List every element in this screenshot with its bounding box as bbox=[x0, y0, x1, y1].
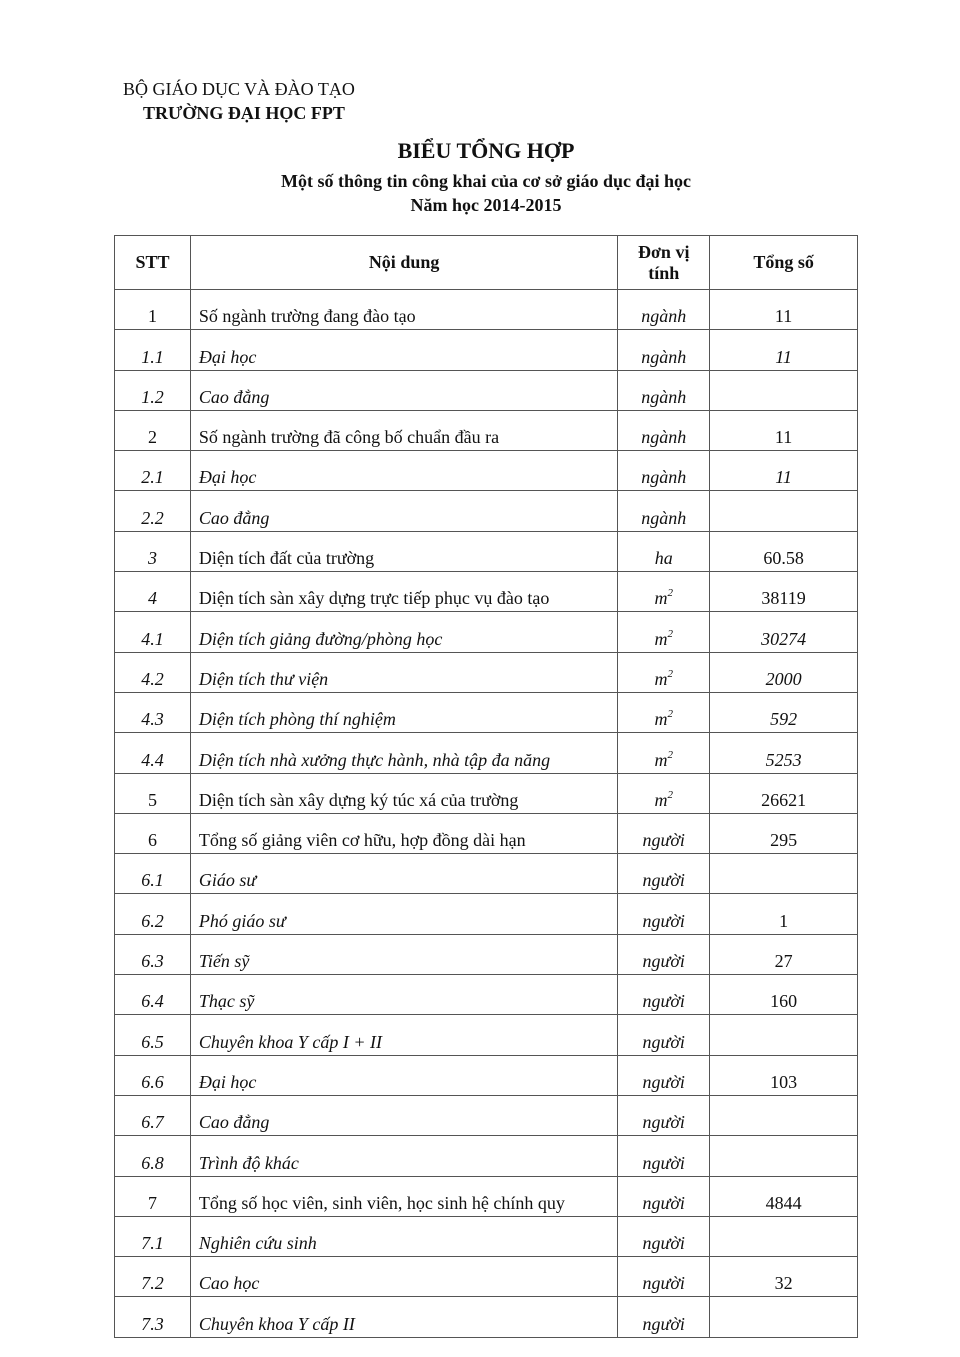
unit-text: ngành bbox=[641, 306, 687, 327]
row-total: 1 bbox=[710, 894, 858, 934]
row-stt: 6 bbox=[115, 813, 191, 853]
table-body bbox=[115, 290, 858, 1338]
unit-superscript: 2 bbox=[667, 748, 673, 761]
row-content: Tổng số giảng viên cơ hữu, hợp đồng dài hạn bbox=[190, 813, 617, 853]
row-content: Diện tích sàn xây dựng trực tiếp phục vụ đào tạo bbox=[190, 572, 617, 612]
row-unit bbox=[618, 934, 710, 974]
row-stt: 4.3 bbox=[115, 692, 191, 732]
row-total: 4844 bbox=[710, 1176, 858, 1216]
table-row bbox=[115, 491, 858, 531]
unit-text: người bbox=[642, 1313, 685, 1334]
row-unit bbox=[618, 1095, 710, 1135]
unit-superscript: 2 bbox=[667, 667, 673, 680]
unit-text: người bbox=[642, 1031, 685, 1052]
table-header-row bbox=[115, 236, 858, 290]
unit-text: m bbox=[654, 628, 668, 649]
row-total: 295 bbox=[710, 813, 858, 853]
row-total bbox=[710, 1095, 858, 1135]
unit-text: người bbox=[642, 1233, 685, 1254]
row-total: 11 bbox=[710, 410, 858, 450]
row-stt: 2.2 bbox=[115, 491, 191, 531]
unit-text: người bbox=[642, 1071, 685, 1092]
row-stt: 6.8 bbox=[115, 1136, 191, 1176]
unit-text: m bbox=[654, 749, 668, 770]
row-unit bbox=[618, 813, 710, 853]
row-content: Số ngành trường đã công bố chuẩn đầu ra bbox=[190, 410, 617, 450]
row-total bbox=[710, 1136, 858, 1176]
row-total bbox=[710, 1015, 858, 1055]
table-row bbox=[115, 1297, 858, 1337]
unit-text: người bbox=[642, 870, 685, 891]
unit-header-line1: Đơn vị bbox=[637, 241, 690, 262]
school-name: TRƯỜNG ĐẠI HỌC FPT bbox=[143, 103, 345, 123]
row-content: Diện tích nhà xưởng thực hành, nhà tập đa năng bbox=[190, 733, 617, 773]
row-unit bbox=[618, 330, 710, 370]
document-subtitle: Một số thông tin công khai của cơ sở giáo dục đại học bbox=[281, 171, 691, 191]
table-row bbox=[115, 1136, 858, 1176]
row-content: Cao học bbox=[190, 1257, 617, 1297]
row-stt: 6.1 bbox=[115, 854, 191, 894]
row-content: Cao đẳng bbox=[190, 491, 617, 531]
row-stt: 6.4 bbox=[115, 975, 191, 1015]
table-row bbox=[115, 1216, 858, 1256]
row-total bbox=[710, 854, 858, 894]
row-total bbox=[710, 370, 858, 410]
row-total: 26621 bbox=[710, 773, 858, 813]
row-content: Cao đẳng bbox=[190, 1095, 617, 1135]
row-stt: 6.6 bbox=[115, 1055, 191, 1095]
row-total: 11 bbox=[710, 290, 858, 330]
row-content: Đại học bbox=[190, 451, 617, 491]
row-content: Số ngành trường đang đào tạo bbox=[190, 290, 617, 330]
row-unit bbox=[618, 1297, 710, 1337]
row-total: 11 bbox=[710, 451, 858, 491]
table-row bbox=[115, 572, 858, 612]
table-row bbox=[115, 975, 858, 1015]
row-content: Diện tích sàn xây dựng ký túc xá của trường bbox=[190, 773, 617, 813]
row-content: Thạc sỹ bbox=[190, 975, 617, 1015]
unit-text: người bbox=[642, 1273, 685, 1294]
summary-table bbox=[114, 235, 858, 1338]
row-stt: 6.5 bbox=[115, 1015, 191, 1055]
row-content: Chuyên khoa Y cấp II bbox=[190, 1297, 617, 1337]
table-row bbox=[115, 773, 858, 813]
row-unit bbox=[618, 491, 710, 531]
table-row bbox=[115, 1095, 858, 1135]
academic-year: Năm học 2014-2015 bbox=[410, 195, 562, 215]
row-stt: 6.3 bbox=[115, 934, 191, 974]
unit-text: ngành bbox=[641, 427, 687, 448]
row-unit bbox=[618, 773, 710, 813]
row-stt: 2.1 bbox=[115, 451, 191, 491]
row-content: Diện tích đất của trường bbox=[190, 531, 617, 571]
table-row bbox=[115, 290, 858, 330]
row-total bbox=[710, 491, 858, 531]
unit-superscript: 2 bbox=[667, 788, 673, 801]
row-content: Diện tích giảng đường/phòng học bbox=[190, 612, 617, 652]
row-stt: 1.2 bbox=[115, 370, 191, 410]
row-unit bbox=[618, 451, 710, 491]
row-stt: 7.2 bbox=[115, 1257, 191, 1297]
row-content: Diện tích phòng thí nghiệm bbox=[190, 692, 617, 732]
row-total: 160 bbox=[710, 975, 858, 1015]
row-unit bbox=[618, 894, 710, 934]
row-total: 2000 bbox=[710, 652, 858, 692]
unit-text: ha bbox=[654, 548, 673, 569]
table-row bbox=[115, 612, 858, 652]
table-row bbox=[115, 813, 858, 853]
row-stt: 5 bbox=[115, 773, 191, 813]
unit-text: người bbox=[642, 951, 685, 972]
column-header-content: Nội dung bbox=[190, 236, 617, 290]
row-unit bbox=[618, 531, 710, 571]
row-total bbox=[710, 1297, 858, 1337]
unit-superscript: 2 bbox=[667, 587, 673, 600]
table-row bbox=[115, 692, 858, 732]
unit-superscript: 2 bbox=[667, 708, 673, 721]
unit-text: người bbox=[642, 1112, 685, 1133]
table-row bbox=[115, 1257, 858, 1297]
row-content: Cao đẳng bbox=[190, 370, 617, 410]
table-row bbox=[115, 451, 858, 491]
row-unit bbox=[618, 1216, 710, 1256]
table-row bbox=[115, 733, 858, 773]
unit-text: người bbox=[642, 830, 685, 851]
row-total: 5253 bbox=[710, 733, 858, 773]
row-stt: 4.1 bbox=[115, 612, 191, 652]
table-row bbox=[115, 1055, 858, 1095]
unit-text: người bbox=[642, 910, 685, 931]
row-content: Nghiên cứu sinh bbox=[190, 1216, 617, 1256]
table-row bbox=[115, 854, 858, 894]
row-stt: 6.2 bbox=[115, 894, 191, 934]
document-title: BIỂU TỔNG HỢP bbox=[397, 138, 575, 163]
unit-header-line2: tính bbox=[648, 262, 680, 283]
row-content: Giáo sư bbox=[190, 854, 617, 894]
row-total: 592 bbox=[710, 692, 858, 732]
column-header-stt: STT bbox=[115, 236, 191, 290]
row-content: Tổng số học viên, sinh viên, học sinh hệ chính quy bbox=[190, 1176, 617, 1216]
row-stt: 4 bbox=[115, 572, 191, 612]
row-unit bbox=[618, 370, 710, 410]
row-total bbox=[710, 1216, 858, 1256]
row-content: Chuyên khoa Y cấp I + II bbox=[190, 1015, 617, 1055]
row-content: Diện tích thư viện bbox=[190, 652, 617, 692]
row-total: 27 bbox=[710, 934, 858, 974]
row-unit bbox=[618, 1176, 710, 1216]
row-stt: 7 bbox=[115, 1176, 191, 1216]
row-unit bbox=[618, 1136, 710, 1176]
table-row bbox=[115, 330, 858, 370]
table-row bbox=[115, 652, 858, 692]
row-total: 30274 bbox=[710, 612, 858, 652]
row-stt: 4.4 bbox=[115, 733, 191, 773]
row-unit bbox=[618, 733, 710, 773]
row-stt: 1 bbox=[115, 290, 191, 330]
row-unit bbox=[618, 1257, 710, 1297]
row-unit bbox=[618, 572, 710, 612]
column-header-total: Tổng số bbox=[710, 236, 858, 290]
row-total: 38119 bbox=[710, 572, 858, 612]
unit-text: người bbox=[642, 1152, 685, 1173]
row-content: Đại học bbox=[190, 330, 617, 370]
table-row bbox=[115, 1176, 858, 1216]
table-row bbox=[115, 410, 858, 450]
row-unit bbox=[618, 1015, 710, 1055]
row-stt: 4.2 bbox=[115, 652, 191, 692]
row-unit bbox=[618, 410, 710, 450]
row-stt: 6.7 bbox=[115, 1095, 191, 1135]
row-unit bbox=[618, 652, 710, 692]
unit-text: m bbox=[654, 789, 668, 810]
ministry-name: BỘ GIÁO DỤC VÀ ĐÀO TẠO bbox=[123, 79, 355, 99]
row-unit bbox=[618, 290, 710, 330]
unit-text: ngành bbox=[641, 467, 687, 488]
unit-text: ngành bbox=[641, 386, 687, 407]
unit-text: người bbox=[642, 991, 685, 1012]
row-unit bbox=[618, 692, 710, 732]
unit-text: người bbox=[642, 1192, 685, 1213]
row-stt: 7.1 bbox=[115, 1216, 191, 1256]
row-unit bbox=[618, 975, 710, 1015]
row-total: 103 bbox=[710, 1055, 858, 1095]
row-unit bbox=[618, 1055, 710, 1095]
table-row bbox=[115, 1015, 858, 1055]
unit-superscript: 2 bbox=[667, 627, 673, 640]
table-row bbox=[115, 370, 858, 410]
unit-text: ngành bbox=[641, 346, 687, 367]
row-content: Phó giáo sư bbox=[190, 894, 617, 934]
table-row bbox=[115, 934, 858, 974]
row-stt: 3 bbox=[115, 531, 191, 571]
row-stt: 2 bbox=[115, 410, 191, 450]
row-content: Trình độ khác bbox=[190, 1136, 617, 1176]
row-content: Tiến sỹ bbox=[190, 934, 617, 974]
row-total: 32 bbox=[710, 1257, 858, 1297]
row-content: Đại học bbox=[190, 1055, 617, 1095]
table-row bbox=[115, 894, 858, 934]
row-stt: 7.3 bbox=[115, 1297, 191, 1337]
unit-text: ngành bbox=[641, 507, 687, 528]
column-header-unit bbox=[618, 236, 710, 290]
row-total: 11 bbox=[710, 330, 858, 370]
unit-text: m bbox=[654, 668, 668, 689]
unit-text: m bbox=[654, 588, 668, 609]
row-stt: 1.1 bbox=[115, 330, 191, 370]
row-total: 60.58 bbox=[710, 531, 858, 571]
row-unit bbox=[618, 854, 710, 894]
row-unit bbox=[618, 612, 710, 652]
unit-text: m bbox=[654, 709, 668, 730]
table-row bbox=[115, 531, 858, 571]
